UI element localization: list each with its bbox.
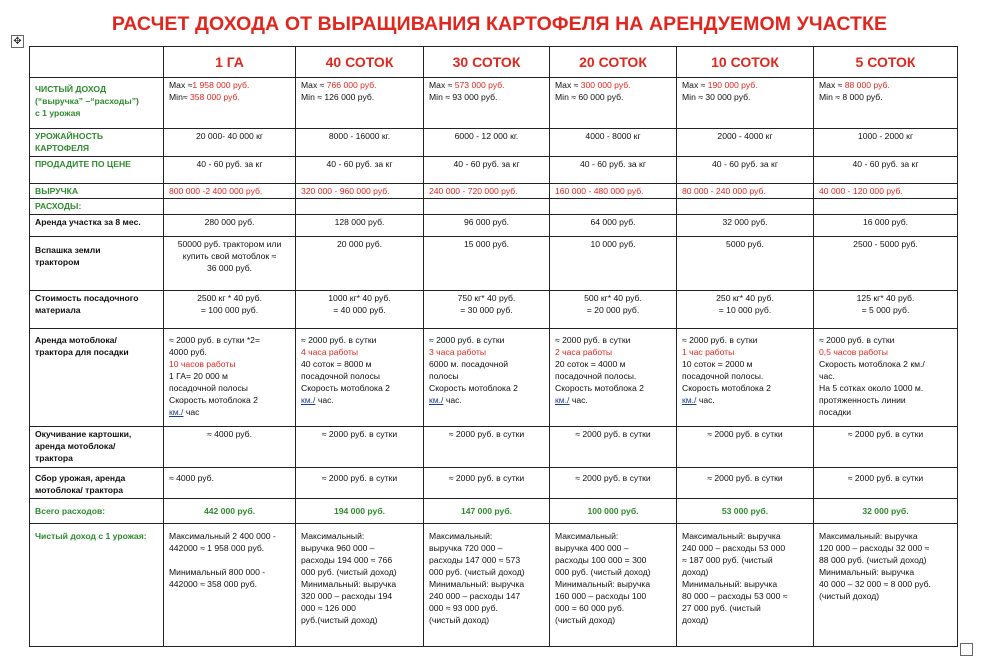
rent-cell: 280 000 руб.	[164, 214, 296, 236]
harvest-cell: ≈ 2000 руб. в сутки	[814, 468, 958, 499]
header-cell: 10 СОТОК	[677, 47, 814, 78]
empty-cell	[814, 199, 958, 214]
harvest-cell: ≈ 2000 руб. в сутки	[677, 468, 814, 499]
rent-cell: 32 000 руб.	[677, 214, 814, 236]
net-income-cell: Max ≈ 766 000 руб. Min ≈ 126 000 руб.	[296, 77, 424, 128]
row-label: РАСХОДЫ:	[30, 199, 164, 214]
total-cell: 100 000 руб.	[550, 498, 677, 524]
row-label: Чистый доход с 1 урожая:	[30, 524, 164, 647]
revenue-cell: 320 000 - 960 000 руб.	[296, 183, 424, 198]
revenue-cell: 800 000 -2 400 000 руб.	[164, 183, 296, 198]
rent-cell: 96 000 руб.	[424, 214, 550, 236]
final-income-cell: Максимальный: выручка 240 000 – расходы 53 000 ≈ 187 000 руб. (чистый доход) Минимальный: выручка 80 000 – расходы 53 000 ≈ 27 000 руб. (чистый доход)	[677, 524, 814, 647]
planting-row	[30, 329, 958, 427]
rent-cell: 128 000 руб.	[296, 214, 424, 236]
harvest-cell: ≈ 4000 руб.	[164, 468, 296, 499]
row-label: Стоимость посадочного материала	[30, 291, 164, 329]
revenue-row	[30, 183, 958, 198]
final-income-cell: Максимальный 2 400 000 - 442000 ≈ 1 958 000 руб. Минимальный 800 000 - 442000 ≈ 358 000 руб.	[164, 524, 296, 647]
header-cell: 40 СОТОК	[296, 47, 424, 78]
final-income-cell: Максимальный: выручка 720 000 – расходы 147 000 ≈ 573 000 руб. (чистый доход) Минимальный: выручка 240 000 – расходы 147 000 ≈ 93 000 руб. (чистый доход)	[424, 524, 550, 647]
empty-cell	[550, 199, 677, 214]
seed-cell: 250 кг* 40 руб. = 10 000 руб.	[677, 291, 814, 329]
yield-cell: 6000 - 12 000 кг.	[424, 128, 550, 157]
plowing-cell: 5000 руб.	[677, 237, 814, 291]
empty-cell	[164, 199, 296, 214]
rent-cell: 16 000 руб.	[814, 214, 958, 236]
price-cell: 40 - 60 руб. за кг	[296, 157, 424, 184]
planting-cell: ≈ 2000 руб. в сутки *2= 4000 руб. 10 часов работы 1 ГА= 20 000 м посадочной полосы Скорость мотоблока 2 км./ час	[164, 329, 296, 427]
revenue-cell: 80 000 - 240 000 руб.	[677, 183, 814, 198]
total-cell: 32 000 руб.	[814, 498, 958, 524]
row-label: Аренда мотоблока/ трактора для посадки	[30, 329, 164, 427]
hilling-cell: ≈ 4000 руб.	[164, 427, 296, 468]
plowing-cell: 50000 руб. трактором или купить свой мотоблок ≈ 36 000 руб.	[164, 237, 296, 291]
yield-cell: 20 000- 40 000 кг	[164, 128, 296, 157]
price-cell: 40 - 60 руб. за кг	[424, 157, 550, 184]
seed-cell: 750 кг* 40 руб. = 30 000 руб.	[424, 291, 550, 329]
plowing-cell: 15 000 руб.	[424, 237, 550, 291]
final-income-cell: Максимальный: выручка 960 000 – расходы 194 000 ≈ 766 000 руб. (чистый доход) Минимальный: выручка 320 000 – расходы 194 000 ≈ 126 000 руб.(чистый доход)	[296, 524, 424, 647]
seed-cell: 125 кг* 40 руб. = 5 000 руб.	[814, 291, 958, 329]
seed-cell: 2500 кг * 40 руб. = 100 000 руб.	[164, 291, 296, 329]
harvest-cell: ≈ 2000 руб. в сутки	[296, 468, 424, 499]
total-row	[30, 498, 958, 524]
hilling-row	[30, 427, 958, 468]
rent-cell: 64 000 руб.	[550, 214, 677, 236]
header-cell: 1 ГА	[164, 47, 296, 78]
harvest-row	[30, 468, 958, 499]
net-income-cell: Max ≈ 573 000 руб. Min ≈ 93 000 руб.	[424, 77, 550, 128]
total-cell: 147 000 руб.	[424, 498, 550, 524]
net-income-cell: Max ≈1 958 000 руб. Min≈ 358 000 руб.	[164, 77, 296, 128]
row-label: ВЫРУЧКА	[30, 183, 164, 198]
row-label: ПРОДАДИТЕ ПО ЦЕНЕ	[30, 157, 164, 184]
yield-row	[30, 128, 958, 157]
seed-cell: 500 кг* 40 руб. = 20 000 руб.	[550, 291, 677, 329]
plowing-cell: 20 000 руб.	[296, 237, 424, 291]
yield-cell: 4000 - 8000 кг	[550, 128, 677, 157]
plowing-row	[30, 237, 958, 291]
harvest-cell: ≈ 2000 руб. в сутки	[550, 468, 677, 499]
planting-cell: ≈ 2000 руб. в сутки 1 час работы 10 соток = 2000 м посадочной полосы. Скорость мотоблока 2 км./ час.	[677, 329, 814, 427]
yield-cell: 8000 - 16000 кг.	[296, 128, 424, 157]
price-cell: 40 - 60 руб. за кг	[164, 157, 296, 184]
total-cell: 442 000 руб.	[164, 498, 296, 524]
harvest-cell: ≈ 2000 руб. в сутки	[424, 468, 550, 499]
price-cell: 40 - 60 руб. за кг	[550, 157, 677, 184]
row-label: Вспашка земли трактором	[30, 237, 164, 291]
yield-cell: 1000 - 2000 кг	[814, 128, 958, 157]
net-income-cell: Max ≈ 190 000 руб. Min ≈ 30 000 руб.	[677, 77, 814, 128]
seed-row	[30, 291, 958, 329]
row-label: Всего расходов:	[30, 498, 164, 524]
expenses-header-row	[30, 199, 958, 214]
price-cell: 40 - 60 руб. за кг	[814, 157, 958, 184]
seed-cell: 1000 кг* 40 руб. = 40 000 руб.	[296, 291, 424, 329]
rent-row	[30, 214, 958, 236]
empty-cell	[296, 199, 424, 214]
revenue-cell: 240 000 - 720 000 руб.	[424, 183, 550, 198]
corner-cell	[30, 47, 164, 78]
planting-cell: ≈ 2000 руб. в сутки 2 часа работы 20 соток = 4000 м посадочной полосы. Скорость мотоблока 2 км./ час.	[550, 329, 677, 427]
plowing-cell: 2500 - 5000 руб.	[814, 237, 958, 291]
total-cell: 53 000 руб.	[677, 498, 814, 524]
net-income-cell: Max ≈ 88 000 руб. Min ≈ 8 000 руб.	[814, 77, 958, 128]
planting-cell: ≈ 2000 руб. в сутки 4 часа работы 40 соток = 8000 м посадочной полосы Скорость мотоблока 2 км./ час.	[296, 329, 424, 427]
row-label: УРОЖАЙНОСТЬ КАРТОФЕЛЯ	[30, 128, 164, 157]
yield-cell: 2000 - 4000 кг	[677, 128, 814, 157]
total-cell: 194 000 руб.	[296, 498, 424, 524]
plowing-cell: 10 000 руб.	[550, 237, 677, 291]
empty-cell	[677, 199, 814, 214]
revenue-cell: 40 000 - 120 000 руб.	[814, 183, 958, 198]
final-income-cell: Максимальный: выручка 120 000 – расходы 32 000 ≈ 88 000 руб. (чистый доход) Минимальный: выручка 40 000 – 32 000 ≈ 8 000 руб. (чистый доход)	[814, 524, 958, 647]
price-cell: 40 - 60 руб. за кг	[677, 157, 814, 184]
net-income-row	[30, 77, 958, 128]
price-row	[30, 157, 958, 184]
hilling-cell: ≈ 2000 руб. в сутки	[550, 427, 677, 468]
final-income-cell: Максимальный: выручка 400 000 – расходы 100 000 = 300 000 руб. (чистый доход) Минимальный: выручка 160 000 – расходы 100 000 = 60 000 руб. (чистый доход)	[550, 524, 677, 647]
page-title: РАСЧЕТ ДОХОДА ОТ ВЫРАЩИВАНИЯ КАРТОФЕЛЯ НА АРЕНДУЕМОМ УЧАСТКЕ	[111, 13, 888, 35]
header-row	[30, 47, 958, 78]
hilling-cell: ≈ 2000 руб. в сутки	[814, 427, 958, 468]
planting-cell: ≈ 2000 руб. в сутки 0,5 часов работы Скорость мотоблока 2 км./ час. На 5 сотках около 1000 м. протяженность линии посадки	[814, 329, 958, 427]
row-label: Окучивание картошки, аренда мотоблока/ трактора	[30, 427, 164, 468]
row-label: Сбор урожая, аренда мотоблока/ трактора	[30, 468, 164, 499]
header-cell: 5 СОТОК	[814, 47, 958, 78]
revenue-cell: 160 000 - 480 000 руб.	[550, 183, 677, 198]
resize-handle-icon[interactable]	[960, 643, 973, 656]
final-income-row	[30, 524, 958, 647]
income-table	[29, 46, 958, 647]
hilling-cell: ≈ 2000 руб. в сутки	[677, 427, 814, 468]
header-cell: 20 СОТОК	[550, 47, 677, 78]
header-cell: 30 СОТОК	[424, 47, 550, 78]
move-handle-icon[interactable]: ✥	[11, 35, 24, 48]
row-label: ЧИСТЫЙ ДОХОД (“выручка” –“расходы”) с 1 урожая	[30, 77, 164, 128]
net-income-cell: Max ≈ 300 000 руб. Min ≈ 60 000 руб.	[550, 77, 677, 128]
planting-cell: ≈ 2000 руб. в сутки 3 часа работы 6000 м. посадочной полосы Скорость мотоблока 2 км./ час.	[424, 329, 550, 427]
empty-cell	[424, 199, 550, 214]
row-label: Аренда участка за 8 мес.	[30, 214, 164, 236]
hilling-cell: ≈ 2000 руб. в сутки	[296, 427, 424, 468]
hilling-cell: ≈ 2000 руб. в сутки	[424, 427, 550, 468]
